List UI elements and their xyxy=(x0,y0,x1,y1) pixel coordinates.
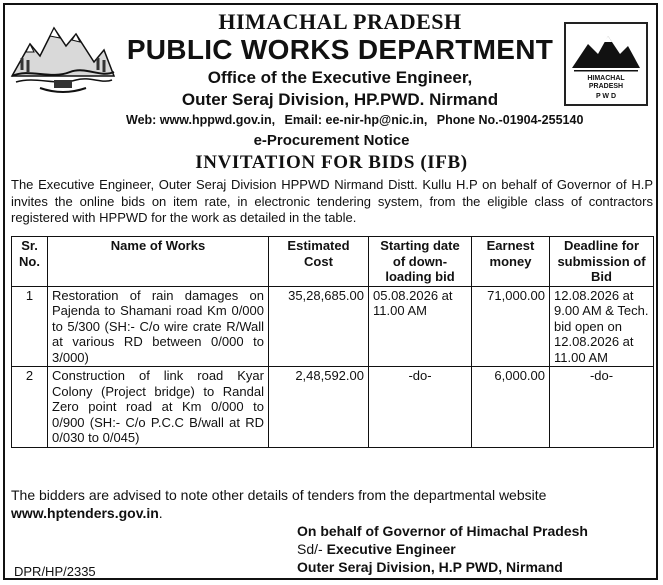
header-sr: Sr. No. xyxy=(12,237,48,287)
table-header-row xyxy=(12,237,654,287)
email-link[interactable]: Email: ee-nir-hp@nic.in, xyxy=(284,113,428,127)
department-title: PUBLIC WORKS DEPARTMENT xyxy=(126,34,554,65)
tender-website-link[interactable]: www.hptenders.gov.in xyxy=(11,505,159,521)
row-sr: 2 xyxy=(12,367,48,448)
row-deadline: 12.08.2026 at 9.00 AM & Tech. bid open on 12.08.2026 at 11.00 AM xyxy=(550,286,654,367)
signature-sd: Sd/- xyxy=(297,541,323,557)
row-cost: 35,28,685.00 xyxy=(269,286,369,367)
row-name: Restoration of rain damages on Pajenda to Shamani road Km 0/000 to 5/300 (SH:- C/o wire crate R/Wall at various RD between 0/000 to 3/000) xyxy=(48,286,269,367)
ifb-title: INVITATION FOR BIDS (IFB) xyxy=(195,152,468,173)
row-start: -do- xyxy=(369,367,472,448)
office-title: Office of the Executive Engineer, xyxy=(207,68,473,87)
svg-text:HIMACHAL: HIMACHAL xyxy=(587,75,625,82)
row-name: Construction of link road Kyar Colony (Project bridge) to Randal Zero point road at Km 0/000 to 0/900 (SH:- C/o P.C.C B/wall at RD 0/030 to 0/045) xyxy=(48,367,269,448)
division-title: Outer Seraj Division, HP.PWD. Nirmand xyxy=(181,90,499,109)
table-row xyxy=(12,367,654,448)
website-link[interactable]: Web: www.hppwd.gov.in, xyxy=(126,113,276,127)
row-earnest: 6,000.00 xyxy=(472,367,550,448)
svg-text:P W D: P W D xyxy=(595,93,617,100)
advice-period: . xyxy=(158,505,163,521)
signature-office: Outer Seraj Division, H.P PWD, Nirmand xyxy=(297,559,563,575)
row-deadline: -do- xyxy=(550,367,654,448)
row-cost: 2,48,592.00 xyxy=(269,367,369,448)
notice-type: e-Procurement Notice xyxy=(253,132,410,149)
header-name: Name of Works xyxy=(48,237,269,287)
footer-advice xyxy=(11,486,653,522)
header-deadline: Deadline for submission of Bid xyxy=(550,237,654,287)
intro-paragraph: The Executive Engineer, Outer Seraj Division HPPWD Nirmand Distt. Kullu H.P on behalf of Governor of H.P invites the online bids on item rate, in electronic tendering system, from the eligible class of contractors registered with HPPWD for the work as detailed in the table. xyxy=(11,177,653,225)
header-cost: Estimated Cost xyxy=(269,237,369,287)
contact-line xyxy=(126,113,589,127)
works-table xyxy=(11,236,654,448)
signature-on-behalf: On behalf of Governor of Himachal Pradesh xyxy=(297,523,588,539)
table-row xyxy=(12,286,654,367)
pwd-logo-icon xyxy=(564,22,648,106)
signature-block xyxy=(297,522,588,576)
row-earnest: 71,000.00 xyxy=(472,286,550,367)
state-title: HIMACHAL PRADESH xyxy=(218,9,462,34)
header-earnest: Earnest money xyxy=(472,237,550,287)
header-start: Starting date of down-loading bid xyxy=(369,237,472,287)
row-start: 05.08.2026 at 11.00 AM xyxy=(369,286,472,367)
row-sr: 1 xyxy=(12,286,48,367)
svg-text:PRADESH: PRADESH xyxy=(588,83,624,90)
advice-text: The bidders are advised to note other details of tenders from the departmental website xyxy=(11,487,547,503)
hp-state-emblem-icon xyxy=(10,14,116,96)
signature-designation: Executive Engineer xyxy=(326,541,456,557)
reference-number: DPR/HP/2335 xyxy=(14,564,96,579)
phone-number: Phone No.-01904-255140 xyxy=(436,113,584,127)
